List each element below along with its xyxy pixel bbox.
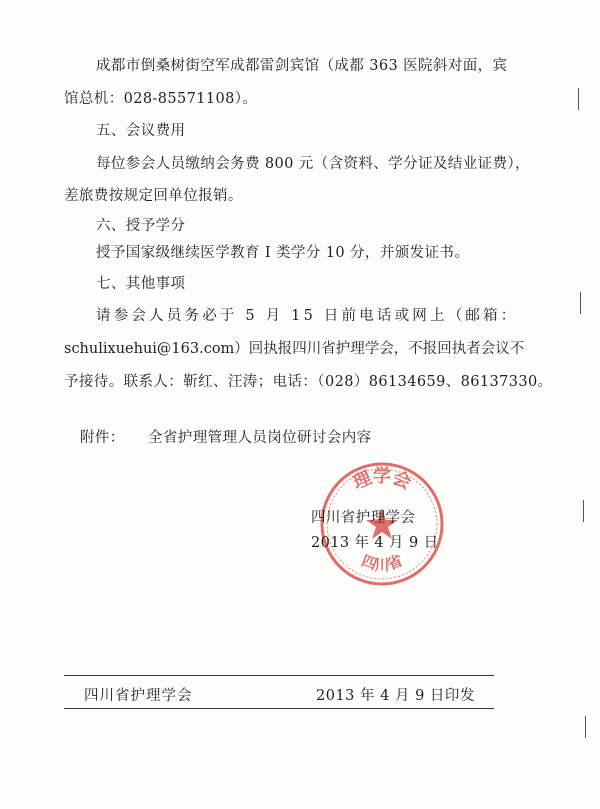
scan-margin-mark bbox=[578, 88, 579, 110]
seal-top-text: 理学会 bbox=[349, 466, 415, 494]
footer-org: 四川省护理学会 bbox=[84, 688, 193, 704]
svg-text:四川省 bbox=[359, 551, 405, 574]
section-5-text-1: 每位参会人员缴纳会务费 800 元（含资料、学分证及结业证费）， bbox=[96, 156, 530, 172]
section-7-text-3: 予接待。联系人：靳红、汪涛；电话：（028）86134659、86137330。 bbox=[64, 374, 553, 390]
section-6-text: 授予国家级继续医学教育 I 类学分 10 分，并颁发证书。 bbox=[96, 245, 470, 261]
section-6-heading: 六、授予学分 bbox=[96, 218, 186, 234]
venue-line-1: 成都市倒桑树街空军成都雷剑宾馆（成都 363 医院斜对面，宾 bbox=[96, 58, 508, 74]
attachment-value: 全省护理管理人员岗位研讨会内容 bbox=[148, 430, 372, 446]
scan-margin-mark bbox=[585, 716, 586, 738]
section-5-text-2: 差旅费按规定回单位报销。 bbox=[64, 188, 243, 204]
section-7-text-2: schulixuehui@163.com）回执报四川省护理学会，不报回执者会议不 bbox=[64, 341, 525, 357]
section-7-text-1: 请参会人员务必于 5 月 15 日前电话或网上（邮箱： bbox=[96, 308, 519, 324]
scan-margin-mark bbox=[580, 292, 581, 314]
footer-divider-bottom bbox=[64, 708, 494, 709]
signature-org: 四川省护理学会 bbox=[311, 510, 416, 526]
section-7-heading: 七、其他事项 bbox=[96, 276, 186, 292]
scan-margin-mark bbox=[583, 500, 584, 522]
section-5-heading: 五、会议费用 bbox=[96, 123, 186, 139]
signature-date: 2013 年 4 月 9 日 bbox=[311, 535, 439, 551]
footer-date: 2013 年 4 月 9 日印发 bbox=[316, 688, 475, 704]
venue-line-2: 馆总机：028-85571108）。 bbox=[64, 91, 258, 107]
seal-bottom-text: 四川省 bbox=[358, 551, 406, 574]
footer-divider-top bbox=[64, 675, 494, 676]
attachment-label: 附件： bbox=[80, 430, 125, 446]
